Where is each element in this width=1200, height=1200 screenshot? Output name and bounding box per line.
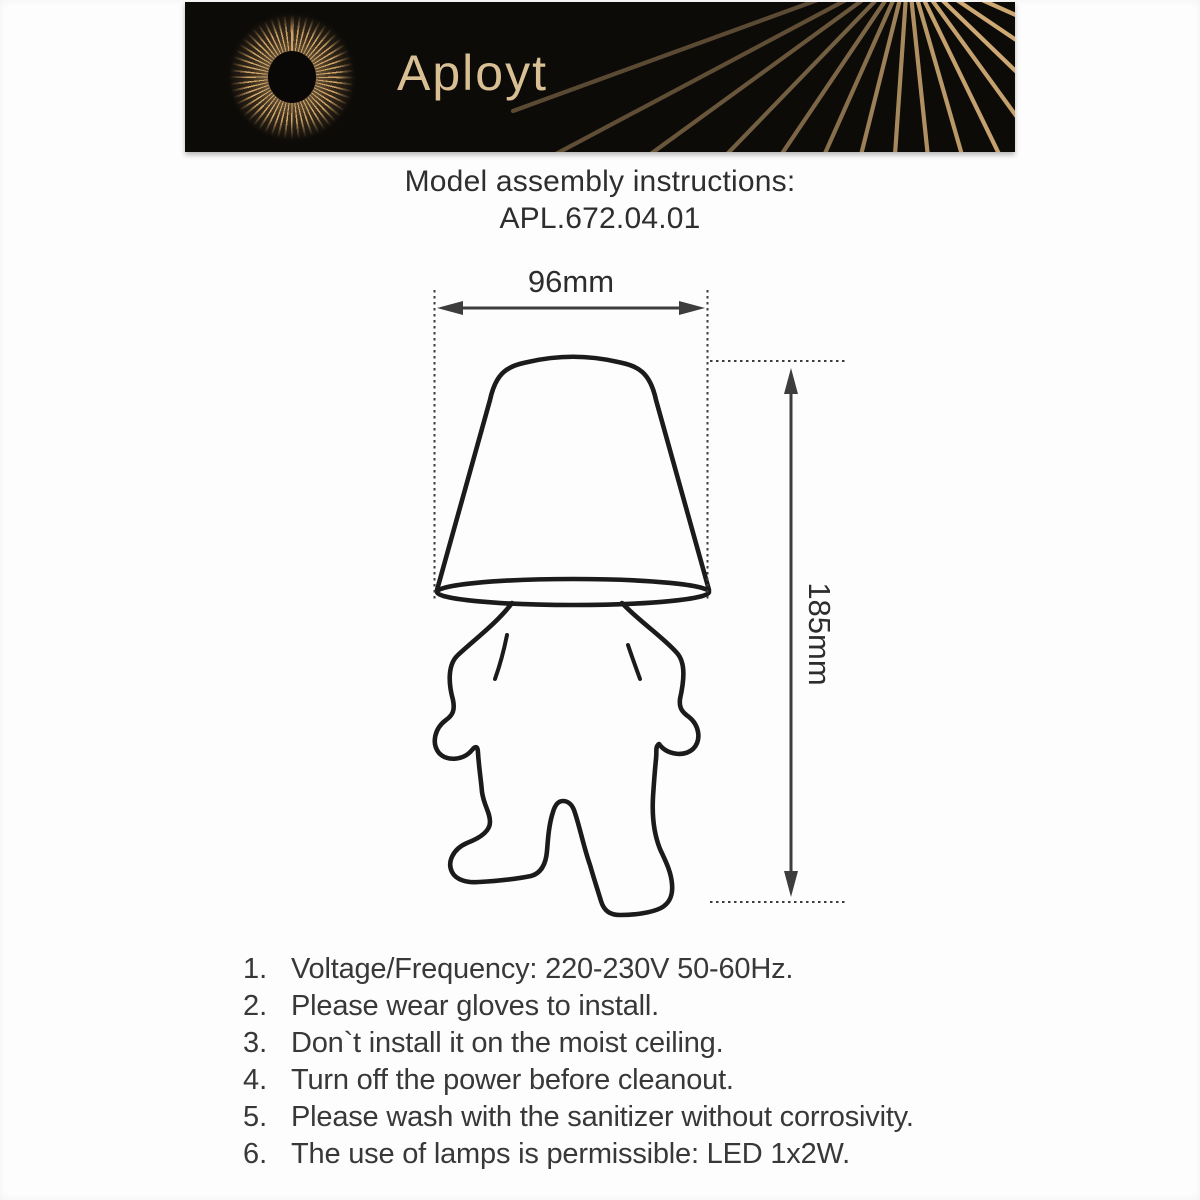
lampshade-outline — [437, 357, 709, 605]
item-number: 4. — [243, 1064, 268, 1096]
list-item — [243, 1099, 914, 1136]
item-text: Please wear gloves to install. — [291, 990, 659, 1022]
list-item — [243, 988, 914, 1025]
brand-name: Aployt — [397, 45, 548, 101]
list-item — [243, 1136, 914, 1173]
item-text: Turn off the power before cleanout. — [291, 1064, 734, 1096]
item-number: 5. — [243, 1101, 268, 1133]
width-dimension-label: 96mm — [527, 264, 615, 299]
title-line-1: Model assembly instructions: — [404, 165, 796, 198]
height-dimension-label: 185mm — [802, 582, 837, 686]
title-line-2: APL.672.04.01 — [499, 202, 701, 235]
height-dimension — [710, 361, 845, 902]
list-item — [243, 1025, 914, 1062]
item-number: 3. — [243, 1027, 268, 1059]
item-number: 1. — [243, 953, 268, 985]
item-number: 2. — [243, 990, 268, 1022]
item-text: The use of lamps is permissible: LED 1x2W. — [291, 1138, 850, 1170]
list-item — [243, 951, 914, 988]
figure-body-outline — [435, 603, 699, 915]
instructions-list — [243, 951, 914, 1173]
item-text: Voltage/Frequency: 220-230V 50-60Hz. — [291, 953, 794, 985]
item-text: Don`t install it on the moist ceiling. — [291, 1027, 724, 1059]
item-number: 6. — [243, 1138, 268, 1170]
list-item — [243, 1062, 914, 1099]
item-text: Please wash with the sanitizer without corrosivity. — [291, 1101, 914, 1133]
